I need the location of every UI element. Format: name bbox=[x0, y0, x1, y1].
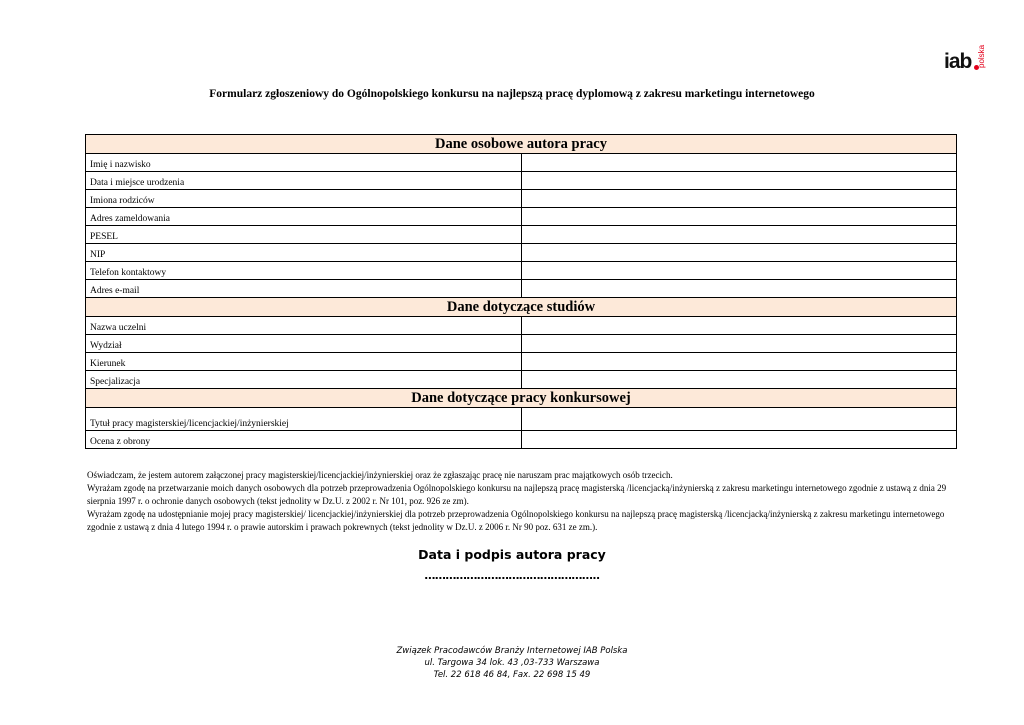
application-form-table bbox=[85, 134, 957, 449]
declaration-sharing-consent: Wyrażam zgodę na udostępnianie mojej pracy magisterskiej/ licencjackiej/inżynierskiej dla potrzeb przeprowadzenia Ogólnopolskiego konkursu na najlepszą pracę magisterską /licencjacką/inżynierską z zakresu marketingu internetowego zgodnie z ustawą z dnia 4 lutego 1994 r. o prawie autorskim i prawach pokrewnych (tekst jednolity w Dz.U. z 2006 r. Nr 90 poz. 631 ze zm.). bbox=[87, 509, 945, 532]
field-input-pesel[interactable] bbox=[521, 226, 957, 244]
signature-title: Data i podpis autora pracy bbox=[418, 547, 606, 562]
field-input-university[interactable] bbox=[521, 317, 957, 335]
field-label: Imię i nazwisko bbox=[86, 154, 522, 172]
iab-polska-logo bbox=[944, 36, 984, 74]
field-label: Nazwa uczelni bbox=[86, 317, 522, 335]
field-input-address[interactable] bbox=[521, 208, 957, 226]
field-input-major[interactable] bbox=[521, 353, 957, 371]
field-label: Kierunek bbox=[86, 353, 522, 371]
declaration-data-consent: Wyrażam zgodę na przetwarzanie moich danych osobowych dla potrzeb przeprowadzenia Ogólnopolskiego konkursu na najlepszą pracę magisterską /licencjacką/inżynierską z zakresu marketingu internetowego zgodnie z ustawą z dnia 29 sierpnia 1997 r. o ochronie danych osobowych (tekst jednolity w Dz.U. z 2002 r. Nr 101, poz. 926 ze zm). bbox=[87, 483, 947, 506]
field-input-specialization[interactable] bbox=[521, 371, 957, 389]
field-label: Tytuł pracy magisterskiej/licencjackiej/inżynierskiej bbox=[86, 408, 522, 431]
field-input-name[interactable] bbox=[521, 154, 957, 172]
signature-line: ………………………………………….. bbox=[424, 569, 600, 582]
footer bbox=[0, 645, 1024, 681]
field-input-parents[interactable] bbox=[521, 190, 957, 208]
field-label: Ocena z obrony bbox=[86, 431, 522, 449]
field-input-thesis-title[interactable] bbox=[521, 408, 957, 431]
section-heading-personal: Dane osobowe autora pracy bbox=[86, 135, 957, 154]
field-label: Adres zameldowania bbox=[86, 208, 522, 226]
section-heading-thesis: Dane dotyczące pracy konkursowej bbox=[86, 389, 957, 408]
field-input-nip[interactable] bbox=[521, 244, 957, 262]
field-label: Imiona rodziców bbox=[86, 190, 522, 208]
field-label: Wydział bbox=[86, 335, 522, 353]
footer-contact: Tel. 22 618 46 84, Fax. 22 698 15 49 bbox=[433, 670, 591, 680]
declarations bbox=[87, 469, 947, 534]
field-label: Data i miejsce urodzenia bbox=[86, 172, 522, 190]
section-heading-studies: Dane dotyczące studiów bbox=[86, 298, 957, 317]
footer-organization: Związek Pracodawców Branży Internetowej IAB Polska bbox=[396, 646, 628, 656]
field-label: Adres e-mail bbox=[86, 280, 522, 298]
field-input-birth[interactable] bbox=[521, 172, 957, 190]
footer-address: ul. Targowa 34 lok. 43 ,03-733 Warszawa bbox=[424, 658, 600, 668]
field-label: Specjalizacja bbox=[86, 371, 522, 389]
field-label: NIP bbox=[86, 244, 522, 262]
declaration-authorship: Oświadczam, że jestem autorem załączonej pracy magisterskiej/licencjackiej/inżynierskiej oraz że zgłaszając pracę nie naruszam prac majątkowych osób trzecich. bbox=[87, 470, 673, 480]
field-input-faculty[interactable] bbox=[521, 335, 957, 353]
field-label: Telefon kontaktowy bbox=[86, 262, 522, 280]
logo-text: iab bbox=[944, 50, 972, 73]
form-title: Formularz zgłoszeniowy do Ogólnopolskiego konkursu na najlepszą pracę dyplomową z zakresu marketingu internetowego bbox=[209, 88, 815, 100]
field-input-email[interactable] bbox=[521, 280, 957, 298]
field-input-defense-grade[interactable] bbox=[521, 431, 957, 449]
logo-subtext: polska bbox=[977, 44, 986, 68]
field-input-phone[interactable] bbox=[521, 262, 957, 280]
field-label: PESEL bbox=[86, 226, 522, 244]
